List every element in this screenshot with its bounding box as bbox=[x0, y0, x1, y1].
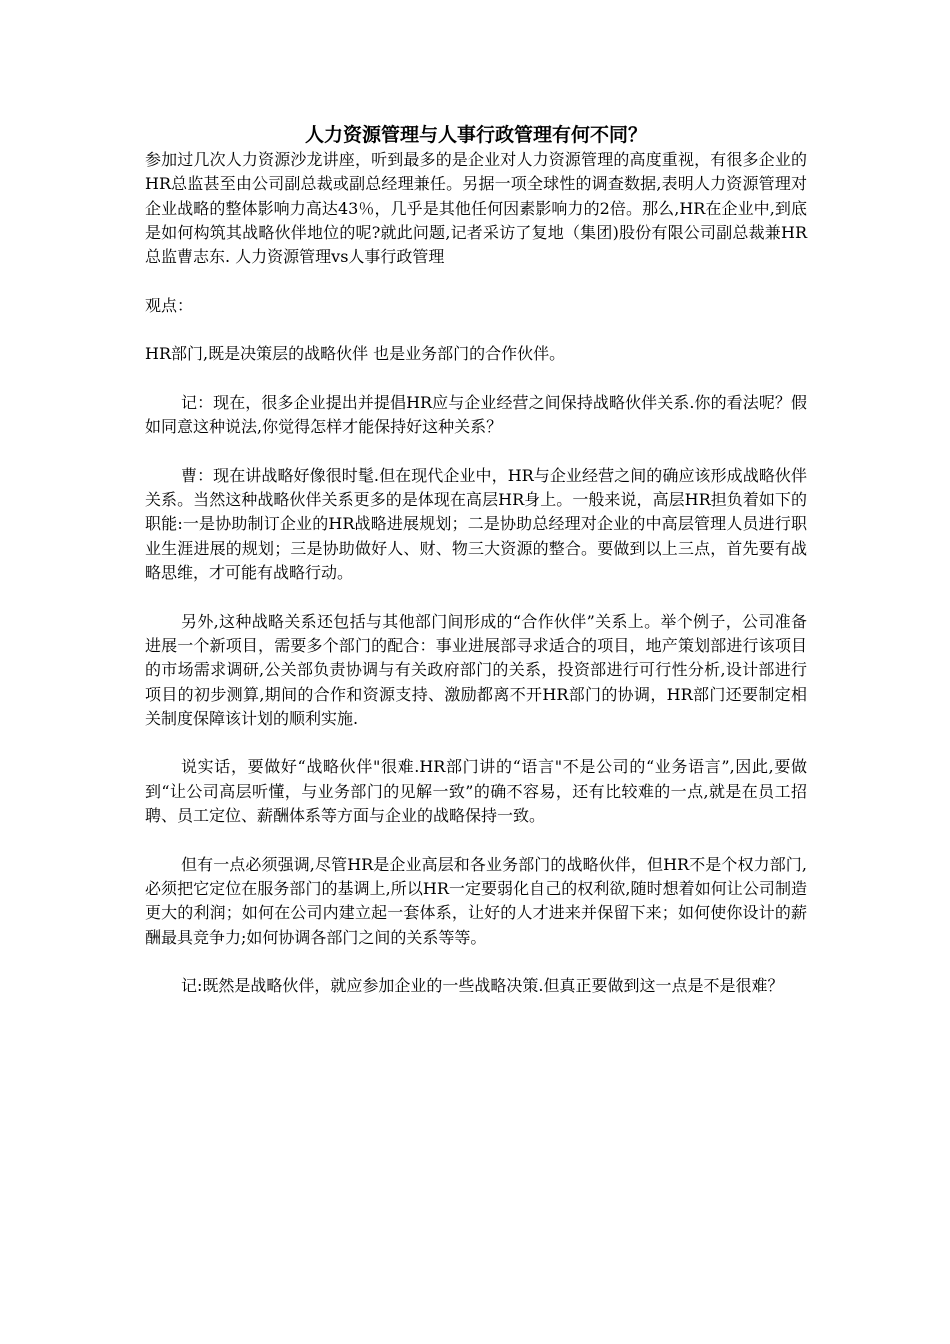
interview-question-1: 记：现在，很多企业提出并提倡HR应与企业经营之间保持战略伙伴关系.你的看法呢？假如同意这种说法,你觉得怎样才能保持好这种关系？ bbox=[145, 392, 807, 437]
interview-answer-2: 另外,这种战略关系还包括与其他部门间形成的“合作伙伴”关系上。举个例子，公司准备进展一个新项目，需要多个部门的配合：事业进展部寻求适合的项目，地产策划部进行该项目的市场需求调研,公关部负责协调与有关政府部门的关系，投资部进行可行性分析,设计部进行项目的初步测算,期间的合作和资源支持、激励都离不开HR部门的协调，HR部门还要制定相关制度保障该计划的顺利实施. bbox=[145, 611, 807, 728]
intro-paragraph: 参加过几次人力资源沙龙讲座，听到最多的是企业对人力资源管理的高度重视，有很多企业的HR总监甚至由公司副总裁或副总经理兼任。另据一项全球性的调查数据,表明人力资源管理对企业战略的整体影响力高达43％，几乎是其他任何因素影响力的2倍。那么,HR在企业中,到底是如何构筑其战略伙伴地位的呢?就此问题,记者采访了复地（集团)股份有限公司副总裁兼HR总监曹志东. 人力资源管理vs人事行政管理 bbox=[145, 150, 807, 267]
interview-answer-1: 曹：现在讲战略好像很时髦.但在现代企业中，HR与企业经营之间的确应该形成战略伙伴关系。当然这种战略伙伴关系更多的是体现在高层HR身上。一般来说，高层HR担负着如下的职能:一是协助制订企业的HR战略进展规划；二是协助总经理对企业的中高层管理人员进行职业生涯进展的规划；三是协助做好人、财、物三大资源的整合。要做到以上三点，首先要有战略思维，才可能有战略行动。 bbox=[145, 465, 807, 583]
document-title: 人力资源管理与人事行政管理有何不同？ bbox=[304, 124, 647, 146]
viewpoint-paragraph: HR部门,既是决策层的战略伙伴 也是业务部门的合作伙伴。 bbox=[145, 344, 566, 364]
interview-answer-3: 说实话，要做好“战略伙伴"很难.HR部门讲的“语言"不是公司的“业务语言”,因此,要做到“让公司高层听懂，与业务部门的见解一致”的确不容易，还有比较难的一点,就是在员工招聘、员工定位、薪酬体系等方面与企业的战略保持一致。 bbox=[145, 757, 807, 826]
interview-question-2: 记:既然是战略伙伴，就应参加企业的一些战略决策.但真正要做到这一点是不是很难？ bbox=[181, 976, 784, 996]
interview-answer-4: 但有一点必须强调,尽管HR是企业高层和各业务部门的战略伙伴，但HR不是个权力部门,必须把它定位在服务部门的基调上,所以HR一定要弱化自己的权利欲,随时想着如何让公司制造更大的利润；如何在公司内建立起一套体系，让好的人才进来并保留下来；如何使你设计的薪酬最具竞争力;如何协调各部门之间的关系等等。 bbox=[145, 854, 807, 947]
viewpoint-label: 观点： bbox=[145, 295, 194, 315]
document-body bbox=[145, 122, 807, 998]
